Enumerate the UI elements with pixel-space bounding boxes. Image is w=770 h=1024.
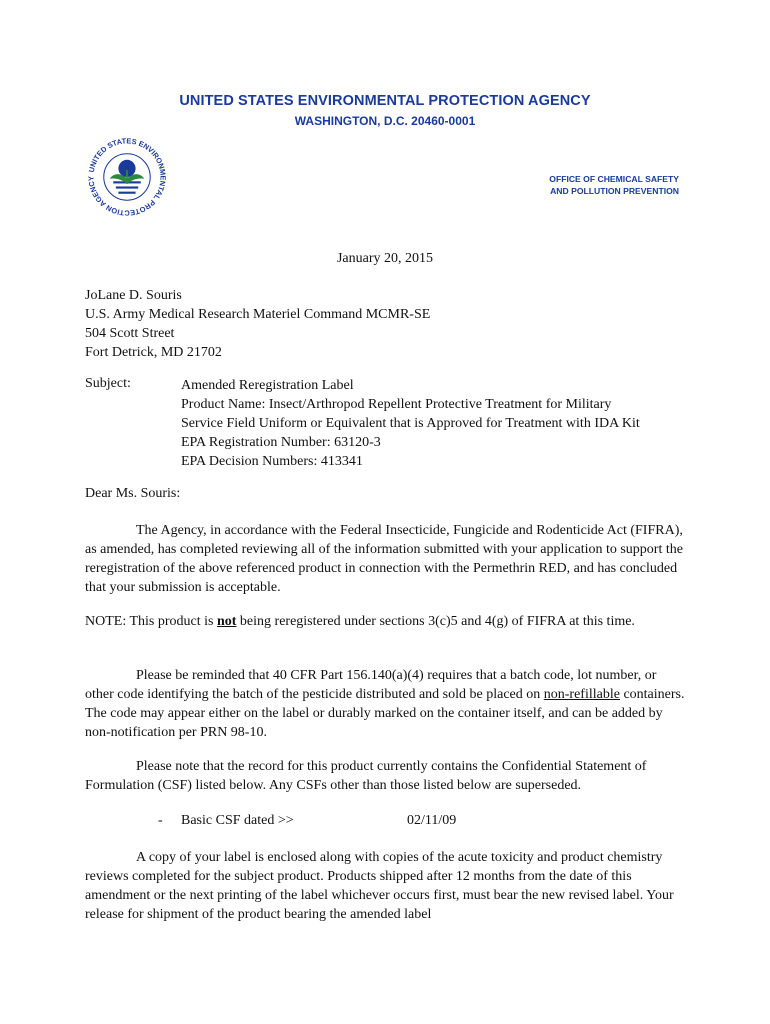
subject-line: EPA Registration Number: 63120-3 xyxy=(181,435,381,450)
subject-line: Service Field Uniform or Equivalent that is Approved for Treatment with IDA Kit xyxy=(181,416,640,431)
recipient-city: Fort Detrick, MD 21702 xyxy=(85,345,222,360)
salutation: Dear Ms. Souris: xyxy=(85,486,181,501)
recipient-name: JoLane D. Souris xyxy=(85,288,182,303)
csf-date: 02/11/09 xyxy=(407,813,457,828)
body-paragraph: Please note that the record for this product currently contains the Confidential Statement of Formulation (CSF) listed below. Any CSFs other than those listed below are superseded. xyxy=(85,759,647,793)
office-line-2: AND POLLUTION PREVENTION xyxy=(550,186,679,196)
csf-bullet: - xyxy=(158,813,163,828)
recipient-address xyxy=(85,286,430,362)
office-name xyxy=(549,173,679,197)
agency-address: WASHINGTON, D.C. 20460-0001 xyxy=(294,114,476,128)
recipient-org: U.S. Army Medical Research Materiel Command MCMR-SE xyxy=(85,307,431,322)
recipient-street: 504 Scott Street xyxy=(85,326,175,341)
csf-label: Basic CSF dated >> xyxy=(181,813,294,828)
body-paragraph xyxy=(85,666,685,742)
note-emphasis: not xyxy=(216,614,237,629)
seal-text: UNITED STATES ENVIRONMENTAL PROTECTION AGENCY xyxy=(86,136,168,218)
agency-name: UNITED STATES ENVIRONMENTAL PROTECTION AGENCY xyxy=(179,93,591,109)
body-paragraph: The Agency, in accordance with the Federal Insecticide, Fungicide and Rodenticide Act (FIFRA), as amended, has completed reviewing all of the information submitted with your application to support the reregistration of the above referenced product in connection with the Permethrin RED, and has concluded that your submission is acceptable. xyxy=(85,523,683,595)
note-text: NOTE: This product is xyxy=(85,614,217,629)
office-line-1: OFFICE OF CHEMICAL SAFETY xyxy=(549,174,679,184)
para-text: containers. The code may appear either on the label or durably marked on the container itself, and can be added by non-notification per PRN 98-10. xyxy=(85,687,685,740)
note-text: being reregistered under sections 3(c)5 and 4(g) of FIFRA at this time. xyxy=(236,614,635,629)
letterhead xyxy=(0,93,770,128)
letter-date: January 20, 2015 xyxy=(336,251,434,266)
epa-seal-icon xyxy=(84,134,170,220)
subject-line: Amended Reregistration Label xyxy=(181,378,354,393)
subject-line: EPA Decision Numbers: 413341 xyxy=(181,454,363,469)
note-paragraph xyxy=(85,612,685,631)
body-paragraph: A copy of your label is enclosed along with copies of the acute toxicity and product chemistry reviews completed for the subject product. Products shipped after 12 months from the date of this amendment or the next printing of the label whichever occurs first, must bear the new revised label. Your release for shipment of the product bearing the amended label xyxy=(85,850,674,922)
subject-label: Subject: xyxy=(85,376,131,391)
para-text: Please be reminded that 40 CFR Part 156.140(a)(4) requires that a batch code, lot number, or other code identifying the batch of the pesticide distributed and sold be placed on xyxy=(85,668,657,702)
underlined-term: non-refillable xyxy=(543,687,620,702)
subject-line: Product Name: Insect/Arthropod Repellent Protective Treatment for Military xyxy=(181,397,612,412)
subject-block xyxy=(181,376,691,471)
